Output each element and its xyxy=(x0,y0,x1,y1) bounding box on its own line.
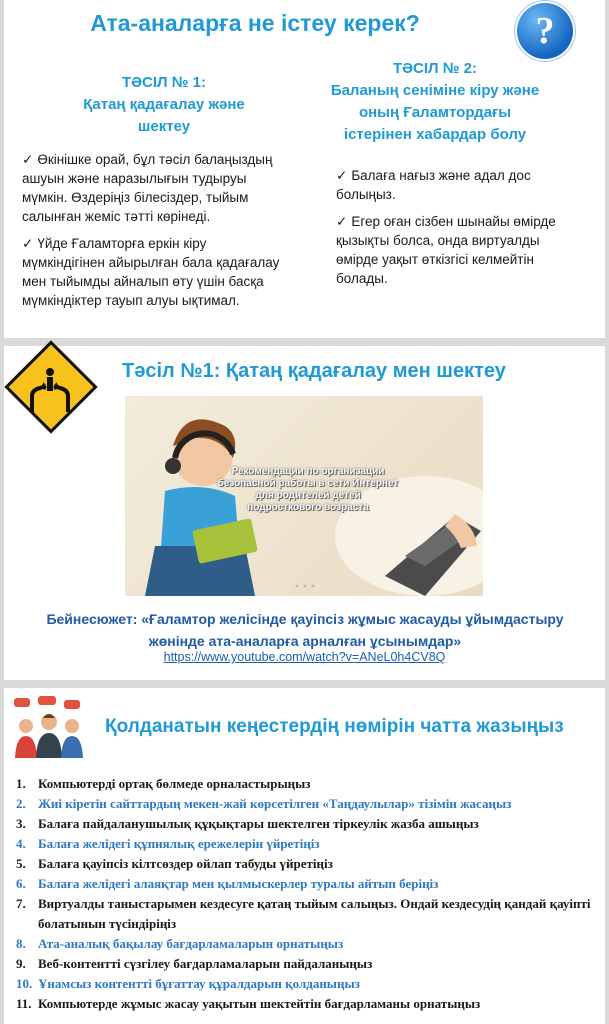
arrows-person-icon xyxy=(22,360,78,420)
video-description-line: жөнінде ата-аналарға арналған ұсынымдар» xyxy=(148,633,462,649)
tip-text: Жиі кіретін сайттардың мекен-жай көрсетілген «Таңдаулылар» тізімін жасаңыз xyxy=(38,796,512,811)
tip-text: Ата-аналық бақылау бағдарламаларын орнатыңыз xyxy=(38,936,344,951)
video-caption-line: подросткового возраста xyxy=(247,502,369,513)
method2-bullet xyxy=(336,212,576,288)
list-item xyxy=(16,954,596,974)
list-item xyxy=(16,994,596,1014)
video-description-line: Бейнесюжет: «Ғаламтор желісінде қауіпсіз жұмыс жасауды ұйымдастыру xyxy=(46,611,564,627)
tip-text: Балаға қауіпсіз кілтсөздер ойлап табуды үйретіңіз xyxy=(38,856,333,871)
method2-bullet-list xyxy=(336,166,576,296)
method2-bullet xyxy=(336,166,576,204)
check-mark-icon: ✓ xyxy=(22,152,34,167)
method1-bullet xyxy=(22,150,290,226)
check-mark-icon: ✓ xyxy=(336,168,348,183)
video-caption-line: Рекомендации по организации xyxy=(231,466,385,477)
method1-bullet-text: Үйде Ғаламторға еркін кіру мүмкіндігінен айырылған бала қадағалау мен тыйымды айналып өту үшін басқа мүмкіндіктер тауып алуы ықтимал. xyxy=(22,236,280,308)
list-item xyxy=(16,854,596,874)
tip-number: 3. xyxy=(16,816,26,831)
method2-heading-line: оның Ғаламтордағы xyxy=(358,104,512,121)
method1-heading-line: Қатаң қадағалау және xyxy=(83,96,245,113)
tip-number: 2. xyxy=(16,796,26,811)
slide3-title: Қолданатын кеңестердің нөмірін чатта жазыңыз xyxy=(105,716,564,737)
tip-number: 8. xyxy=(16,936,26,951)
tip-text: Компьютерде жұмыс жасау уақытын шектейтін бағдарламаны орнатыңыз xyxy=(38,996,481,1011)
tip-number: 1. xyxy=(16,776,26,791)
people-chat-icon xyxy=(10,696,88,762)
tips-list xyxy=(16,774,596,1014)
method1-heading xyxy=(44,72,284,138)
tip-number: 11. xyxy=(16,996,32,1011)
list-item xyxy=(16,814,596,834)
method2-heading xyxy=(300,58,570,146)
tip-number: 6. xyxy=(16,876,26,891)
slide2-title: Тәсіл №1: Қатаң қадағалау мен шектеу xyxy=(122,360,506,382)
question-mark-icon: ? xyxy=(517,3,573,59)
list-item xyxy=(16,934,596,954)
tip-text: Балаға желідегі алаяқтар мен қылмыскерлер туралы айтып беріңіз xyxy=(38,876,439,891)
tip-text: Ұнамсыз контентті бұғаттау құралдарын қолданыңыз xyxy=(38,976,360,991)
method1-bullet-list xyxy=(22,150,290,318)
check-mark-icon: ✓ xyxy=(336,214,348,229)
list-item xyxy=(16,834,596,854)
tip-number: 10. xyxy=(16,976,33,991)
method2-heading-line: ТӘСІЛ № 2: xyxy=(393,60,477,77)
video-caption-line: для родителей детей xyxy=(255,490,361,501)
video-caption xyxy=(215,466,401,514)
method2-heading-line: Баланың сеніміне кіру және xyxy=(330,82,540,99)
method1-heading-line: ТӘСІЛ № 1: xyxy=(122,74,206,91)
list-item xyxy=(16,974,596,994)
tip-text: Балаға пайдаланушылық құқықтары шектелген тіркеулік жазба ашыңыз xyxy=(38,816,479,831)
list-item xyxy=(16,894,596,934)
method1-bullet xyxy=(22,234,290,310)
method2-heading-line: істерінен хабардар болу xyxy=(343,126,527,143)
tip-number: 5. xyxy=(16,856,26,871)
list-item xyxy=(16,774,596,794)
tip-number: 7. xyxy=(16,896,26,911)
tip-number: 9. xyxy=(16,956,26,971)
method1-heading-line: шектеу xyxy=(137,118,191,135)
method2-bullet-text: Балаға нағыз және адал дос болыңыз. xyxy=(336,168,531,202)
youtube-link[interactable]: https://www.youtube.com/watch?v=ANeL0h4CV8Q xyxy=(163,650,446,664)
tip-text: Виртуалды таныстарымен кездесуге қатаң тыйым салыңыз. Ондай кездесудің қандай қауіпті болатынын түсіндіріңіз xyxy=(38,896,591,931)
list-item xyxy=(16,874,596,894)
video-description xyxy=(10,608,600,652)
method1-bullet-text: Өкінішке орай, бұл тәсіл балаңыздың ашуын және наразылығын тудыруы мүмкін. Өздеріңіз білесіздер, тыйым салынған жеміс тәтті көрінеді. xyxy=(22,152,273,224)
check-mark-icon: ✓ xyxy=(22,236,34,251)
tip-text: Компьютерді ортақ бөлмеде орналастырыңыз xyxy=(38,776,311,791)
tip-text: Балаға желідегі құпиялық ережелерін үйретіңіз xyxy=(38,836,320,851)
video-caption-line: безопасной работы в сети Интернет xyxy=(217,478,399,489)
video-thumbnail[interactable] xyxy=(125,396,483,596)
tip-number: 4. xyxy=(16,836,26,851)
tip-text: Веб-контентті сүзгілеу бағдарламаларын пайдаланыңыз xyxy=(38,956,373,971)
list-item xyxy=(16,794,596,814)
slide1-title: Ата-аналарға не істеу керек? xyxy=(90,10,420,36)
method2-bullet-text: Егер оған сізбен шынайы өмірде қызықты болса, онда виртуалды өмірде уақыт өткізгісі келмейтін болады. xyxy=(336,214,556,286)
